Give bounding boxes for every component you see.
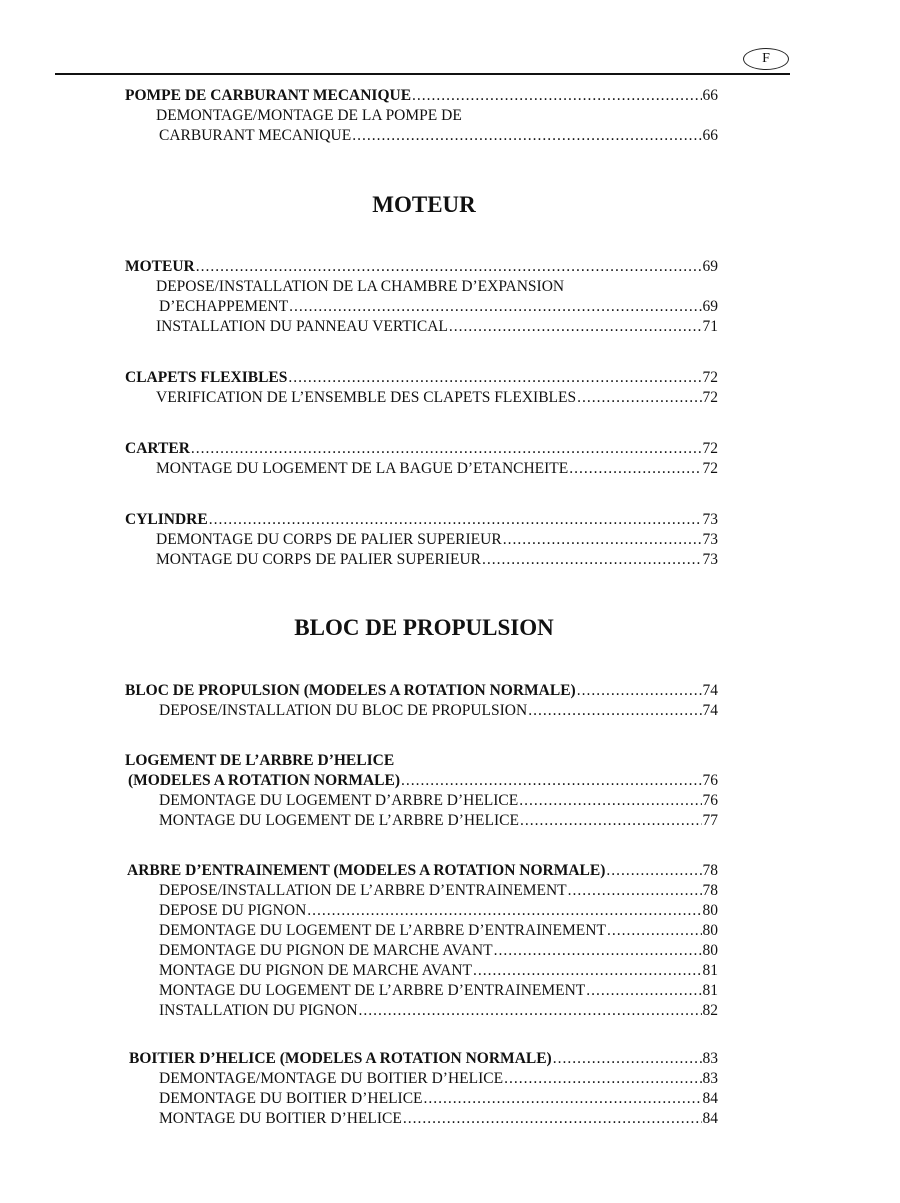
leader-dots [307,901,701,921]
leader-dots [352,126,701,146]
entry-title: (MODELES A ROTATION NORMALE) [128,772,400,789]
entry-page: 73 [702,551,718,568]
leader-dots [586,981,701,1001]
entry-title: DEMONTAGE/MONTAGE DU BOITIER D’HELICE [159,1070,504,1087]
entry-page: 83 [702,1050,718,1067]
entry-page: 72 [702,460,718,477]
toc-subentry-panneau[interactable] [156,317,718,337]
toc-subentry-bloc-depose[interactable] [159,701,718,721]
entry-page: 80 [702,902,718,919]
entry-page: 73 [702,511,718,528]
entry-title: INSTALLATION DU PANNEAU VERTICAL [156,318,448,335]
leader-dots [403,1109,702,1129]
entry-page: 82 [702,1002,718,1019]
toc-subentry-boitier-montage[interactable] [159,1109,718,1129]
toc-subentry-arbre-depose[interactable] [159,881,718,901]
entry-title: MONTAGE DU BOITIER D’HELICE [159,1110,402,1127]
toc-subentry-clapets-verif[interactable] [156,388,718,408]
entry-title: BLOC DE PROPULSION (MODELES A ROTATION NORMALE) [125,682,576,699]
entry-title: MONTAGE DU CORPS DE PALIER SUPERIEUR [156,551,482,568]
leader-dots [577,388,701,408]
toc-subentry-pignon-avant-montage[interactable] [159,961,718,981]
entry-page: 84 [702,1090,718,1107]
leader-dots [289,297,701,317]
toc-subentry-line: DEPOSE/INSTALLATION DE LA CHAMBRE D’EXPANSION [156,278,565,295]
toc-entry-clapets[interactable] [125,368,718,388]
entry-page: 81 [702,982,718,999]
leader-dots [449,317,702,337]
entry-page: 66 [702,127,718,144]
leader-dots [519,791,701,811]
toc-subentry-boitier-demontage[interactable] [159,1089,718,1109]
entry-page: 76 [702,792,718,809]
toc-entry-moteur[interactable] [125,257,718,277]
leader-dots [607,921,702,941]
entry-title: MONTAGE DU LOGEMENT DE L’ARBRE D’HELICE [159,812,519,829]
leader-dots [191,439,702,459]
entry-title: DEMONTAGE DU LOGEMENT D’ARBRE D’HELICE [159,792,519,809]
entry-title: MONTAGE DU LOGEMENT DE LA BAGUE D’ETANCHEITE [156,460,569,477]
entry-page: 69 [702,298,718,315]
entry-title: INSTALLATION DU PIGNON [159,1002,358,1019]
leader-dots [504,1069,701,1089]
entry-title: DEPOSE/INSTALLATION DE L’ARBRE D’ENTRAINEMENT [159,882,567,899]
leader-dots [569,459,701,479]
entry-title: D’ECHAPPEMENT [159,298,289,315]
entry-title: CLAPETS FLEXIBLES [125,369,288,386]
entry-page: 76 [702,772,718,789]
leader-dots [209,510,702,530]
entry-page: 71 [702,318,718,335]
leader-dots [288,368,701,388]
leader-dots [412,86,701,106]
toc-entry-carter[interactable] [125,439,718,459]
leader-dots [553,1049,702,1069]
toc-subentry-pignon-installation[interactable] [159,1001,718,1021]
leader-dots [359,1001,702,1021]
entry-title: MONTAGE DU LOGEMENT DE L’ARBRE D’ENTRAINEMENT [159,982,586,999]
section-title-bloc-propulsion: BLOC DE PROPULSION [294,615,554,640]
toc-subentry-pompe-montage[interactable] [159,126,718,146]
toc-entry-logement[interactable] [128,771,718,791]
entry-title: VERIFICATION DE L’ENSEMBLE DES CLAPETS FLEXIBLES [156,389,577,406]
toc-subentry-logement-demontage[interactable] [159,791,718,811]
entry-title: DEPOSE DU PIGNON [159,902,307,919]
entry-title: MOTEUR [125,258,195,275]
leader-dots [528,701,701,721]
entry-title: DEPOSE/INSTALLATION DU BLOC DE PROPULSION [159,702,528,719]
toc-entry-bloc-propulsion[interactable] [125,681,718,701]
language-badge: F [743,48,789,70]
entry-title: CARTER [125,440,190,457]
leader-dots [401,771,702,791]
entry-title: POMPE DE CARBURANT MECANIQUE [125,87,412,104]
leader-dots [494,941,702,961]
toc-entry-arbre[interactable] [127,861,718,881]
entry-page: 69 [702,258,718,275]
toc-subentry-cylindre-montage[interactable] [156,550,718,570]
leader-dots [503,530,702,550]
leader-dots [520,811,702,831]
entry-page: 78 [702,882,718,899]
entry-title: CARBURANT MECANIQUE [159,127,352,144]
entry-page: 66 [702,87,718,104]
entry-page: 80 [702,942,718,959]
leader-dots [606,861,701,881]
leader-dots [577,681,702,701]
leader-dots [424,1089,702,1109]
toc-entry-boitier[interactable] [129,1049,718,1069]
toc-subentry-arbre-logement-montage[interactable] [159,981,718,1001]
entry-page: 72 [702,369,718,386]
toc-subentry-line: DEMONTAGE/MONTAGE DE LA POMPE DE [156,107,462,124]
section-title-moteur: MOTEUR [372,192,476,217]
toc-entry-line: LOGEMENT DE L’ARBRE D’HELICE [125,752,395,769]
entry-page: 72 [702,389,718,406]
entry-page: 80 [702,922,718,939]
entry-page: 84 [702,1110,718,1127]
entry-page: 74 [702,682,718,699]
toc-subentry-carter-bague[interactable] [156,459,718,479]
entry-title: DEMONTAGE DU CORPS DE PALIER SUPERIEUR [156,531,502,548]
leader-dots [196,257,702,277]
toc-subentry-arbre-logement-demontage[interactable] [159,921,718,941]
entry-title: CYLINDRE [125,511,208,528]
entry-page: 72 [702,440,718,457]
entry-page: 81 [702,962,718,979]
toc-entry-pompe[interactable] [125,86,718,106]
entry-page: 83 [702,1070,718,1087]
entry-title: MONTAGE DU PIGNON DE MARCHE AVANT [159,962,472,979]
leader-dots [482,550,701,570]
toc-subentry-pignon-avant-demontage[interactable] [159,941,718,961]
entry-title: ARBRE D’ENTRAINEMENT (MODELES A ROTATION NORMALE) [127,862,606,879]
entry-page: 74 [702,702,718,719]
entry-title: DEMONTAGE DU BOITIER D’HELICE [159,1090,423,1107]
toc-entry-cylindre[interactable] [125,510,718,530]
toc-subentry-pignon-depose[interactable] [159,901,718,921]
entry-page: 73 [702,531,718,548]
leader-dots [568,881,702,901]
entry-title: DEMONTAGE DU LOGEMENT DE L’ARBRE D’ENTRAINEMENT [159,922,606,939]
leader-dots [473,961,702,981]
entry-title: BOITIER D’HELICE (MODELES A ROTATION NORMALE) [129,1050,552,1067]
entry-page: 78 [702,862,718,879]
toc-subentry-cylindre-demontage[interactable] [156,530,718,550]
toc-subentry-boitier-demontage-montage[interactable] [159,1069,718,1089]
entry-page: 77 [702,812,718,829]
entry-title: DEMONTAGE DU PIGNON DE MARCHE AVANT [159,942,493,959]
toc-subentry-logement-montage[interactable] [159,811,718,831]
toc-subentry-chambre[interactable] [159,297,718,317]
